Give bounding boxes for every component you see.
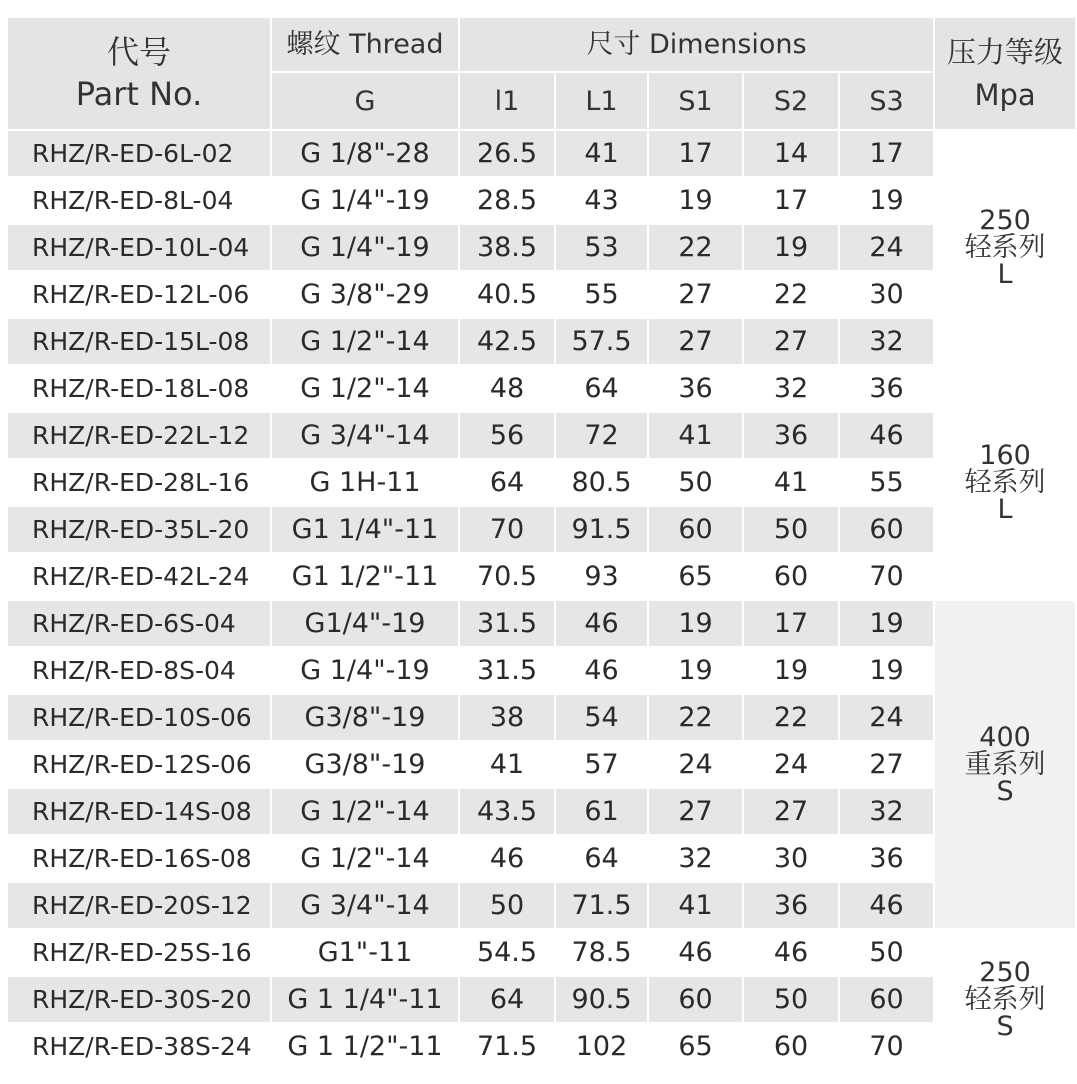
dim-S1-cell: 50: [649, 460, 744, 507]
dim-S2-cell: 22: [744, 272, 840, 319]
thread-cell: G 1 1/2"-11: [272, 1024, 460, 1071]
dim-l1-cell: 50: [460, 883, 556, 930]
thread-cell: G 1/2"-14: [272, 319, 460, 366]
dim-L1-cell: 46: [556, 601, 649, 648]
dim-S3-cell: 19: [840, 648, 935, 695]
dim-S3-cell: 17: [840, 131, 935, 178]
table-row: [8, 225, 1077, 272]
pressure-header-unit: Mpa: [974, 77, 1036, 112]
part-no-cell: RHZ/R-ED-8S-04: [8, 648, 272, 695]
table-row: [8, 366, 1077, 413]
thread-cell: G 1/4"-19: [272, 178, 460, 225]
dim-S1-cell: 32: [649, 836, 744, 883]
dim-l1-cell: 46: [460, 836, 556, 883]
fitting-spec-table: [8, 18, 1077, 1071]
dim-S3-cell: 50: [840, 930, 935, 977]
dim-L1-cell: 71.5: [556, 883, 649, 930]
dim-S3-cell: 60: [840, 507, 935, 554]
part-no-cell: RHZ/R-ED-16S-08: [8, 836, 272, 883]
table-row: [8, 601, 1077, 648]
dim-S3-cell: 46: [840, 413, 935, 460]
dim-l1-cell: 26.5: [460, 131, 556, 178]
pressure-group-code: L: [997, 259, 1013, 290]
pressure-group-code: L: [997, 494, 1013, 525]
spec-table-container: [8, 18, 1077, 1071]
dim-L1-cell: 41: [556, 131, 649, 178]
pressure-group-series: 重系列: [964, 749, 1046, 780]
dim-S2-cell: 50: [744, 507, 840, 554]
dim-S3-cell: 24: [840, 695, 935, 742]
pressure-group-series: 轻系列: [964, 467, 1046, 498]
dim-S2-cell: 60: [744, 1024, 840, 1071]
dim-l1-cell: 40.5: [460, 272, 556, 319]
table-row: [8, 319, 1077, 366]
dim-S3-cell: 55: [840, 460, 935, 507]
dim-L1-cell: 55: [556, 272, 649, 319]
dim-S3-cell: 46: [840, 883, 935, 930]
dim-S2-cell: 19: [744, 648, 840, 695]
table-row: [8, 272, 1077, 319]
dim-L1-cell: 93: [556, 554, 649, 601]
table-row: [8, 648, 1077, 695]
dim-S1-cell: 36: [649, 366, 744, 413]
dim-S1-cell: 41: [649, 883, 744, 930]
dim-l1-cell: 48: [460, 366, 556, 413]
dim-l1-cell: 70.5: [460, 554, 556, 601]
thread-cell: G 3/4"-14: [272, 883, 460, 930]
dim-S2-cell: 46: [744, 930, 840, 977]
thread-cell: G 1 1/4"-11: [272, 977, 460, 1024]
pressure-header-cn: 压力等级: [947, 35, 1064, 70]
thread-cell: G1/4"-19: [272, 601, 460, 648]
dim-l1-cell: 54.5: [460, 930, 556, 977]
dim-header-S3: S3: [840, 73, 935, 131]
dim-L1-cell: 64: [556, 836, 649, 883]
dim-S2-cell: 17: [744, 178, 840, 225]
dim-S1-cell: 65: [649, 554, 744, 601]
dim-S1-cell: 17: [649, 131, 744, 178]
thread-cell: G 3/8"-29: [272, 272, 460, 319]
pressure-group-value: 400: [979, 722, 1031, 753]
part-no-cell: RHZ/R-ED-28L-16: [8, 460, 272, 507]
part-no-cell: RHZ/R-ED-10S-06: [8, 695, 272, 742]
dim-L1-cell: 57.5: [556, 319, 649, 366]
dim-l1-cell: 41: [460, 742, 556, 789]
pressure-group-cell: [935, 930, 1077, 1071]
part-no-cell: RHZ/R-ED-6L-02: [8, 131, 272, 178]
dim-S3-cell: 30: [840, 272, 935, 319]
dim-S3-cell: 19: [840, 178, 935, 225]
table-row: [8, 554, 1077, 601]
dim-L1-cell: 80.5: [556, 460, 649, 507]
dim-S1-cell: 46: [649, 930, 744, 977]
dim-S1-cell: 27: [649, 789, 744, 836]
dim-l1-cell: 42.5: [460, 319, 556, 366]
part-no-header: [8, 18, 272, 131]
table-row: [8, 930, 1077, 977]
dim-L1-cell: 64: [556, 366, 649, 413]
dim-S2-cell: 27: [744, 319, 840, 366]
thread-cell: G 1H-11: [272, 460, 460, 507]
dim-S1-cell: 24: [649, 742, 744, 789]
dim-S1-cell: 27: [649, 272, 744, 319]
dim-l1-cell: 70: [460, 507, 556, 554]
dim-L1-cell: 46: [556, 648, 649, 695]
table-row: [8, 507, 1077, 554]
pressure-group-code: S: [996, 1011, 1014, 1042]
part-no-header-en: Part No.: [75, 74, 203, 113]
thread-sub-header: G: [272, 73, 460, 131]
dim-S2-cell: 36: [744, 413, 840, 460]
thread-cell: G3/8"-19: [272, 695, 460, 742]
table-row: [8, 883, 1077, 930]
thread-cell: G3/8"-19: [272, 742, 460, 789]
part-no-cell: RHZ/R-ED-22L-12: [8, 413, 272, 460]
dim-L1-cell: 54: [556, 695, 649, 742]
part-no-cell: RHZ/R-ED-8L-04: [8, 178, 272, 225]
dim-S3-cell: 36: [840, 366, 935, 413]
dim-header-l1: l1: [460, 73, 556, 131]
part-no-cell: RHZ/R-ED-35L-20: [8, 507, 272, 554]
dim-header-S2: S2: [744, 73, 840, 131]
thread-cell: G 1/8"-28: [272, 131, 460, 178]
dim-S2-cell: 50: [744, 977, 840, 1024]
dim-L1-cell: 57: [556, 742, 649, 789]
dim-S1-cell: 60: [649, 977, 744, 1024]
table-row: [8, 131, 1077, 178]
dim-S2-cell: 17: [744, 601, 840, 648]
dim-S2-cell: 14: [744, 131, 840, 178]
dim-l1-cell: 64: [460, 460, 556, 507]
dim-l1-cell: 71.5: [460, 1024, 556, 1071]
table-row: [8, 836, 1077, 883]
pressure-group-cell: [935, 366, 1077, 601]
thread-cell: G 3/4"-14: [272, 413, 460, 460]
dim-S3-cell: 27: [840, 742, 935, 789]
dimensions-header: 尺寸 Dimensions: [460, 18, 935, 73]
dim-L1-cell: 53: [556, 225, 649, 272]
dim-S1-cell: 65: [649, 1024, 744, 1071]
dim-L1-cell: 61: [556, 789, 649, 836]
pressure-group-series: 轻系列: [964, 984, 1046, 1015]
part-no-cell: RHZ/R-ED-18L-08: [8, 366, 272, 413]
dim-l1-cell: 38.5: [460, 225, 556, 272]
part-no-cell: RHZ/R-ED-12S-06: [8, 742, 272, 789]
thread-cell: G1 1/2"-11: [272, 554, 460, 601]
dim-l1-cell: 28.5: [460, 178, 556, 225]
thread-cell: G 1/4"-19: [272, 225, 460, 272]
part-no-cell: RHZ/R-ED-30S-20: [8, 977, 272, 1024]
table-row: [8, 742, 1077, 789]
part-no-cell: RHZ/R-ED-6S-04: [8, 601, 272, 648]
part-no-cell: RHZ/R-ED-38S-24: [8, 1024, 272, 1071]
part-no-cell: RHZ/R-ED-15L-08: [8, 319, 272, 366]
thread-cell: G 1/2"-14: [272, 789, 460, 836]
dim-S2-cell: 60: [744, 554, 840, 601]
dim-S1-cell: 22: [649, 225, 744, 272]
thread-cell: G1"-11: [272, 930, 460, 977]
header-row-top: [8, 18, 1077, 73]
table-row: [8, 789, 1077, 836]
dim-S1-cell: 60: [649, 507, 744, 554]
dim-S3-cell: 32: [840, 319, 935, 366]
dim-l1-cell: 31.5: [460, 648, 556, 695]
part-no-cell: RHZ/R-ED-10L-04: [8, 225, 272, 272]
dim-l1-cell: 64: [460, 977, 556, 1024]
dim-S2-cell: 30: [744, 836, 840, 883]
dim-L1-cell: 102: [556, 1024, 649, 1071]
table-row: [8, 413, 1077, 460]
dim-S1-cell: 22: [649, 695, 744, 742]
dim-S1-cell: 19: [649, 601, 744, 648]
dim-S1-cell: 41: [649, 413, 744, 460]
table-row: [8, 695, 1077, 742]
table-row: [8, 178, 1077, 225]
dim-S2-cell: 19: [744, 225, 840, 272]
dim-S3-cell: 70: [840, 554, 935, 601]
dim-header-S1: S1: [649, 73, 744, 131]
dim-S3-cell: 32: [840, 789, 935, 836]
pressure-group-value: 160: [979, 440, 1031, 471]
pressure-group-series: 轻系列: [964, 232, 1046, 263]
dim-S2-cell: 27: [744, 789, 840, 836]
part-no-cell: RHZ/R-ED-42L-24: [8, 554, 272, 601]
part-no-cell: RHZ/R-ED-14S-08: [8, 789, 272, 836]
dim-S1-cell: 19: [649, 648, 744, 695]
dim-l1-cell: 31.5: [460, 601, 556, 648]
pressure-group-cell: [935, 131, 1077, 366]
dim-S2-cell: 41: [744, 460, 840, 507]
dim-header-L1: L1: [556, 73, 649, 131]
dim-S2-cell: 32: [744, 366, 840, 413]
dim-S3-cell: 70: [840, 1024, 935, 1071]
part-no-header-cn: 代号: [106, 32, 171, 71]
part-no-cell: RHZ/R-ED-20S-12: [8, 883, 272, 930]
part-no-cell: RHZ/R-ED-12L-06: [8, 272, 272, 319]
table-row: [8, 1024, 1077, 1071]
pressure-group-code: S: [996, 776, 1014, 807]
part-no-cell: RHZ/R-ED-25S-16: [8, 930, 272, 977]
dim-S3-cell: 36: [840, 836, 935, 883]
dim-L1-cell: 72: [556, 413, 649, 460]
dim-L1-cell: 43: [556, 178, 649, 225]
thread-header: 螺纹 Thread: [272, 18, 460, 73]
dim-S3-cell: 60: [840, 977, 935, 1024]
dim-L1-cell: 90.5: [556, 977, 649, 1024]
dim-S3-cell: 19: [840, 601, 935, 648]
thread-cell: G1 1/4"-11: [272, 507, 460, 554]
pressure-group-value: 250: [979, 205, 1031, 236]
pressure-group-value: 250: [979, 957, 1031, 988]
dim-l1-cell: 43.5: [460, 789, 556, 836]
dim-l1-cell: 56: [460, 413, 556, 460]
pressure-group-cell: [935, 601, 1077, 930]
dim-L1-cell: 78.5: [556, 930, 649, 977]
dim-S3-cell: 24: [840, 225, 935, 272]
table-row: [8, 460, 1077, 507]
thread-cell: G 1/4"-19: [272, 648, 460, 695]
thread-cell: G 1/2"-14: [272, 836, 460, 883]
dim-L1-cell: 91.5: [556, 507, 649, 554]
dim-S1-cell: 19: [649, 178, 744, 225]
dim-l1-cell: 38: [460, 695, 556, 742]
pressure-header: [935, 18, 1077, 131]
table-row: [8, 977, 1077, 1024]
thread-cell: G 1/2"-14: [272, 366, 460, 413]
dim-S2-cell: 36: [744, 883, 840, 930]
dim-S2-cell: 22: [744, 695, 840, 742]
dim-S1-cell: 27: [649, 319, 744, 366]
dim-S2-cell: 24: [744, 742, 840, 789]
